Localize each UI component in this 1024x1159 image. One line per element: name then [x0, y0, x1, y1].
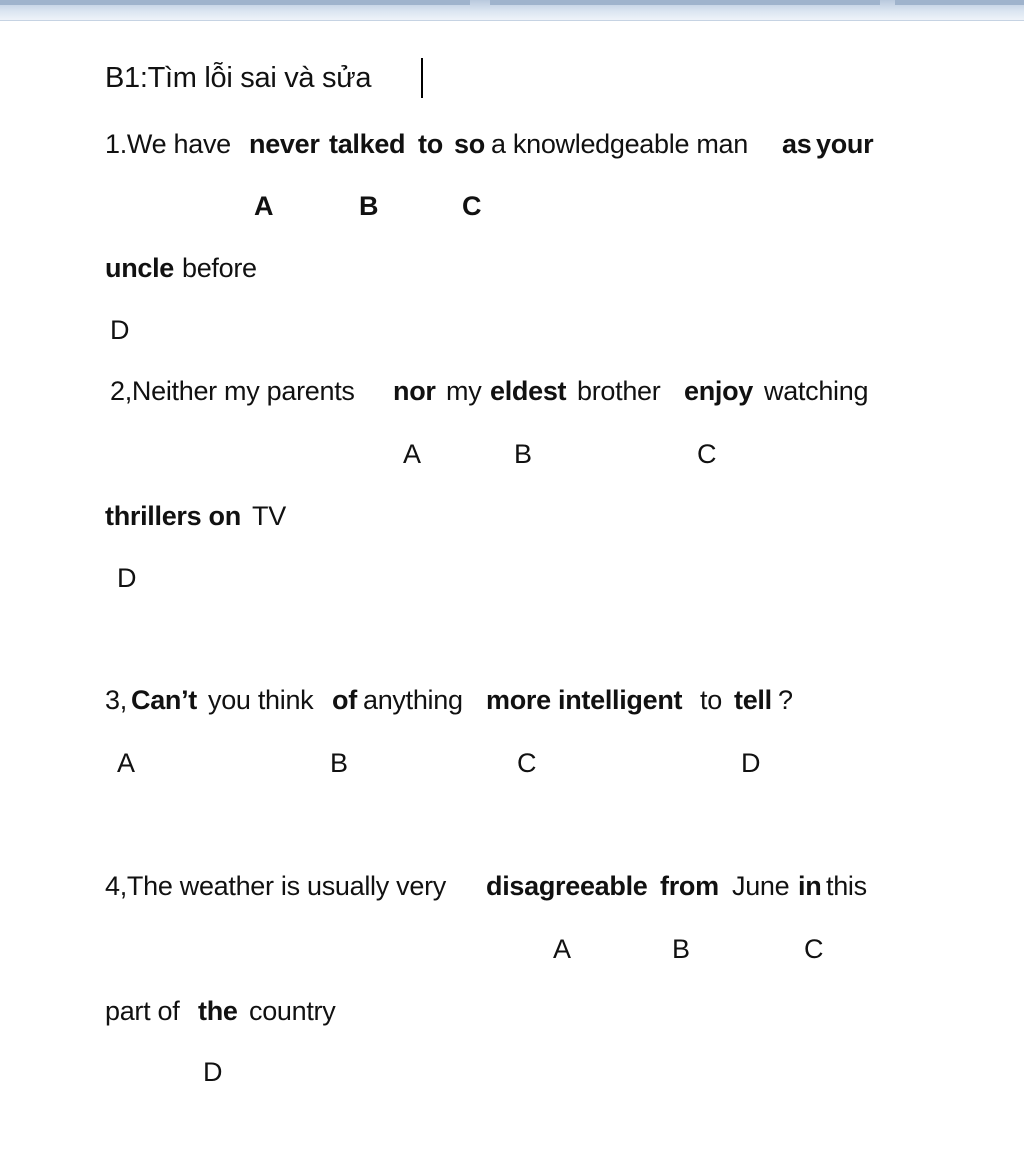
question-4-continuation	[0, 991, 1024, 1031]
q1-option-c-word: to	[418, 129, 443, 159]
q1-bold-word: so	[454, 129, 485, 159]
q3-label-c: C	[517, 748, 537, 778]
window-top-border	[0, 0, 1024, 21]
q4-text: part of	[105, 996, 180, 1026]
q3-text: ?	[778, 685, 793, 715]
q1-label-b: B	[359, 191, 379, 221]
question-4-letters	[0, 929, 1024, 969]
q2-label-d: D	[117, 563, 137, 593]
q1-option-b-word: talked	[329, 129, 406, 159]
q3-label-d: D	[741, 748, 761, 778]
q4-label-b: B	[672, 934, 690, 964]
q3-text: 3,	[105, 685, 127, 715]
q2-text: 2,Neither my parents	[110, 376, 355, 406]
q4-label-d: D	[203, 1057, 223, 1087]
ruler-segment	[0, 0, 470, 5]
q2-label-c: C	[697, 439, 717, 469]
q4-text: June	[732, 871, 790, 901]
q2-label-a: A	[403, 439, 421, 469]
q1-label-d: D	[110, 315, 130, 345]
question-1-letter-d	[0, 310, 1024, 350]
q3-option-c-word: more intelligent	[486, 685, 683, 715]
ruler-segment	[895, 0, 1024, 5]
question-2-sentence	[0, 371, 1024, 411]
question-1-letters	[0, 186, 1024, 226]
q1-bold-word: your	[816, 129, 874, 159]
q3-option-a-word: Can’t	[131, 685, 198, 715]
q1-label-a: A	[254, 191, 274, 221]
q3-label-a: A	[117, 748, 135, 778]
q3-option-b-word: of	[332, 685, 357, 715]
q1-bold-word: as	[782, 129, 812, 159]
q3-label-b: B	[330, 748, 348, 778]
q2-option-d-candidate: watching	[764, 376, 869, 406]
q4-option-c-word: in	[798, 871, 822, 901]
q1-option-a-word: never	[249, 129, 320, 159]
q4-text: this	[826, 871, 867, 901]
question-2-letter-d	[0, 558, 1024, 598]
q3-text: to	[700, 685, 722, 715]
q2-label-b: B	[514, 439, 532, 469]
question-1-continuation	[0, 248, 1024, 288]
question-1-sentence	[0, 124, 1024, 164]
q4-option-a-word: disagreeable	[486, 871, 648, 901]
q1-option-d-word: uncle	[105, 253, 175, 283]
q1-label-c: C	[462, 191, 482, 221]
text-cursor	[421, 58, 423, 98]
q2-text: TV	[252, 501, 286, 531]
question-3-sentence	[0, 680, 1024, 720]
q2-option-a-word: nor	[393, 376, 436, 406]
q3-text: you think	[208, 685, 314, 715]
q4-text: country	[249, 996, 336, 1026]
document-title-line	[0, 58, 1024, 98]
q2-option-d-word: thrillers on	[105, 501, 241, 531]
q2-option-c-word: enjoy	[684, 376, 754, 406]
q4-text: 4,The weather is usually very	[105, 871, 446, 901]
q1-text: a knowledgeable man	[491, 129, 748, 159]
q4-option-b-word: from	[660, 871, 719, 901]
q1-text: before	[182, 253, 257, 283]
q4-option-d-word: the	[198, 996, 238, 1026]
q4-label-a: A	[553, 934, 571, 964]
q1-text: 1.We have	[105, 129, 231, 159]
q2-text: my	[446, 376, 482, 406]
q3-text: anything	[363, 685, 463, 715]
question-2-letters	[0, 434, 1024, 474]
q4-label-c: C	[804, 934, 824, 964]
q2-option-b-word: eldest	[490, 376, 567, 406]
question-3-letters	[0, 743, 1024, 783]
document-title: B1:Tìm lỗi sai và sửa	[105, 62, 372, 94]
question-4-letter-d	[0, 1052, 1024, 1092]
q3-option-d-word: tell	[734, 685, 772, 715]
question-4-sentence	[0, 866, 1024, 906]
ruler-segment	[490, 0, 880, 5]
question-2-continuation	[0, 496, 1024, 536]
q2-text: brother	[577, 376, 661, 406]
